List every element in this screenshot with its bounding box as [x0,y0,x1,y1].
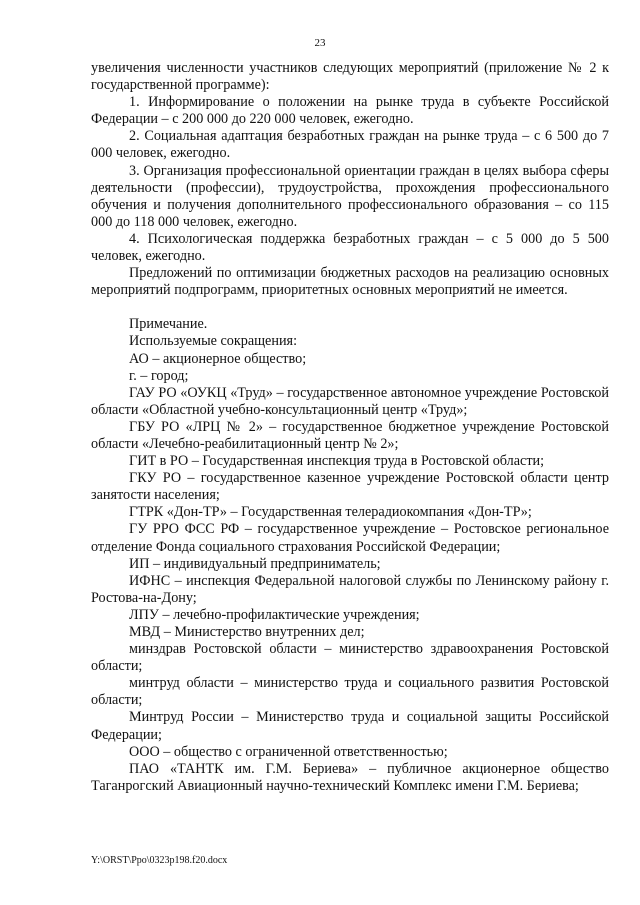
paragraph: увеличения численности участников следующих мероприятий (приложение № 2 к государственной программе): [91,60,609,94]
abbreviation-item: АО – акционерное общество; [129,350,307,367]
file-path-footer: Y:\ORST\Ppo\0323p198.f20.docx [91,855,228,866]
abbreviation-item: минтруд области – министерство труда и социального развития Ростовской области; [91,675,609,709]
page-number: 23 [314,37,326,49]
spacer [91,299,609,316]
abbreviation-item: ПАО «ТАНТК им. Г.М. Бериева» – публичное акционерное общество Таганрогский Авиационный научно-технический Комплекс имени Г.М. Бериева; [91,760,609,794]
paragraph: Предложений по оптимизации бюджетных расходов на реализацию основных мероприятий подпрограмм, приоритетных основных мероприятий не имеется. [91,265,609,299]
abbreviation-item: ИП – индивидуальный предприниматель; [129,555,381,572]
abbreviation-item: ГБУ РО «ЛРЦ № 2» – государственное бюджетное учреждение Ростовской области «Лечебно-реабилитационный центр № 2»; [91,418,609,452]
abbreviation-item: ГАУ РО «ОУКЦ «Труд» – государственное автономное учреждение Ростовской области «Областной учебно-консультационный центр «Труд»; [91,384,609,418]
abbreviation-item: ГИТ в РО – Государственная инспекция труда в Ростовской области; [129,453,545,470]
note-title: Примечание. [129,316,208,333]
paragraph: 2. Социальная адаптация безработных граждан на рынке труда – с 6 500 до 7 000 человек, ежегодно. [91,128,609,162]
abbreviation-item: ГУ РРО ФСС РФ – государственное учреждение – Ростовское региональное отделение Фонда социального страхования Российской Федерации; [91,521,609,555]
abbreviation-item: минздрав Ростовской области – министерство здравоохранения Ростовской области; [91,641,609,675]
abbreviation-item: г. – город; [129,367,189,384]
abbreviation-item: МВД – Министерство внутренних дел; [129,624,365,640]
paragraph: 4. Психологическая поддержка безработных граждан – с 5 000 до 5 500 человек, ежегодно. [91,230,609,265]
paragraph: 1. Информирование о положении на рынке труда в субъекте Российской Федерации – с 200 000 до 220 000 человек, ежегодно. [91,94,609,128]
abbreviation-item: ИФНС – инспекция Федеральной налоговой службы по Ленинскому району г. Ростова-на-Дону; [91,572,609,606]
paragraph: 3. Организация профессиональной ориентации граждан в целях выбора сферы деятельности (профессии), трудоустройства, прохождения профессионального обучения и получения дополнительного профессионального образования – со 115 000 до 118 000 человек, ежегодно. [91,162,609,230]
abbreviation-item: Минтруд России – Министерство труда и социальной защиты Российской Федерации; [91,709,609,743]
abbreviation-item: ООО – общество с ограниченной ответственностью; [129,743,448,760]
abbreviation-item: ГТРК «Дон-ТР» – Государственная телерадиокомпания «Дон-ТР»; [129,504,532,521]
document-body [91,60,609,795]
note-subtitle: Используемые сокращения: [129,333,298,350]
abbreviation-item: ГКУ РО – государственное казенное учреждение Ростовской области центр занятости населения; [91,470,609,504]
abbreviation-item: ЛПУ – лечебно-профилактические учреждения; [129,606,420,623]
